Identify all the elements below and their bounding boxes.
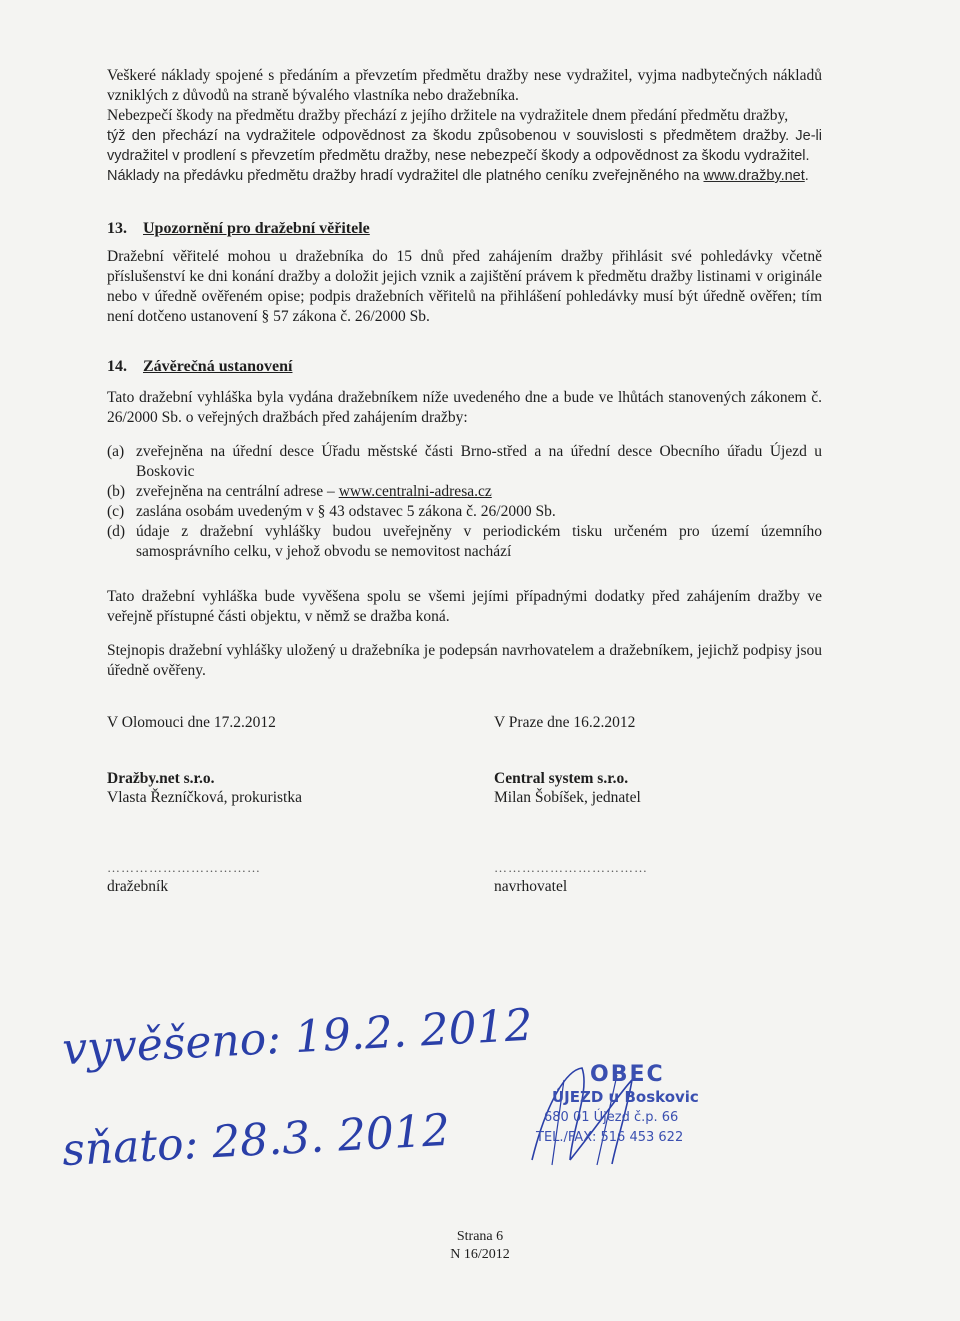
drazby-link[interactable]: www.dražby.net [703,168,805,184]
page-footer [0,1228,960,1264]
intro-risk-text-cont: týž den přechází na vydražitele odpovědnost za škodu způsobenou v souvislosti s předmětem dražby. Je-li vydražitel v prodlení s převzetím předmětu dražby, nese nebezpečí škody a odpovědnost za škodu vydražitel. [107,128,822,164]
list-item [107,502,822,522]
intro-paragraph-risk-cont [107,126,822,166]
list-item-text: zaslána osobám uvedeným v § 43 odstavec 5 zákona č. 26/2000 Sb. [136,503,556,520]
list-marker: (a) [107,443,125,460]
intro-paragraph-handover [107,166,822,186]
copy-paragraph [107,641,822,681]
posted-text: Tato dražební vyhláška bude vyvěšena spolu se všemi jejími případnými dodatky před zahájením dražby ve veřejně přístupné části objektu, v němž se dražba koná. [107,588,822,625]
section-13-heading [107,220,370,238]
left-role: dražebník [107,878,169,895]
intro-paragraph-risk [107,106,822,126]
stamp-line-1: OBEC [590,1062,665,1087]
section-14-title: Závěrečná ustanovení [143,358,293,375]
list-marker: (d) [107,523,126,540]
handover-end: . [804,168,809,184]
intro-risk-text: Nebezpečí škody na předmětu dražby přechází z jejího držitele na vydražitele dnem předání předmětu dražby, [107,107,789,124]
section-14-heading [107,358,292,376]
section-14-text: Tato dražební vyhláška byla vydána dražebníkem níže uvedeného dne a bude ve lhůtách stanovených zákonem č. 26/2000 Sb. o veřejných dražbách před zahájením dražby: [107,389,822,426]
centralni-adresa-link[interactable]: www.centralni-adresa.cz [338,483,492,500]
handwritten-removed-note: sňato: 28.3. 2012 [60,1104,452,1177]
left-person: Vlasta Řezníčková, prokuristka [107,789,302,806]
list-marker: (b) [107,483,126,500]
intro-paragraph-costs [107,66,822,106]
right-signature-line: …………………………… [494,860,648,875]
section-14-number: 14. [107,358,127,375]
right-company: Central system s.r.o. [494,770,629,787]
right-place-date: V Praze dne 16.2.2012 [494,714,636,731]
municipal-stamp [512,1060,742,1170]
left-place-date: V Olomouci dne 17.2.2012 [107,714,276,731]
stamp-line-4: TEL./FAX: 516 453 622 [536,1130,684,1145]
right-role: navrhovatel [494,878,568,895]
list-item-text [136,482,822,502]
page-number: Strana 6 [456,1229,504,1244]
right-person: Milan Šobíšek, jednatel [494,789,641,806]
handover-text: Náklady na předávku předmětu dražby hradí vydražitel dle platného ceníku zveřejněného na [107,168,704,184]
intro-costs-text: Veškeré náklady spojené s předáním a převzetím předmětu dražby nese vydražitel, vyjma nadbytečných nákladů vzniklých z důvodů na straně bývalého vlastníka nebo dražebníka. [107,67,822,104]
stamp-line-2: ÚJEZD u Boskovic [552,1088,699,1106]
list-item [107,482,822,502]
section-13-body [107,247,822,327]
copy-text: Stejnopis dražební vyhlášky uložený u dražebníka je podepsán navrhovatelem a dražebníkem, jejichž podpisy jsou úředně ověřeny. [107,642,822,679]
posted-paragraph [107,587,822,627]
document-reference: N 16/2012 [450,1247,510,1262]
list-item-text-part: zveřejněna na centrální adrese – [136,483,339,500]
left-signature-line: …………………………… [107,860,261,875]
publication-list [107,442,822,562]
left-signatory [107,769,302,807]
section-13-text: Dražební věřitelé mohou u dražebníka do 15 dnů před zahájením dražby přihlásit své pohledávky včetně příslušenství ke dni konání dražby a doložit jejich vznik a zajištění právem k předmětu dražby listinami v originále nebo v úředně ověřeném opise; podpis dražebních věřitelů na přihlášení pohledávky musí být úředně ověřen; tím není dotčeno ustanovení § 57 zákona č. 26/2000 Sb. [107,248,822,325]
section-14-body [107,388,822,428]
list-item-text: údaje z dražební vyhlášky budou uveřejněny v periodickém tisku určeném pro území územního samosprávního celku, v jehož obvodu se nemovitost nachází [136,523,822,560]
section-13-title: Upozornění pro dražební věřitele [143,220,370,237]
list-marker: (c) [107,503,125,520]
right-signatory [494,769,641,807]
list-item-text: zveřejněna na úřední desce Úřadu městské části Brno-střed a na úřední desce Obecního úřadu Újezd u Boskovic [136,443,822,480]
handwritten-posted-note: vyvěšeno: 19.2. 2012 [60,999,534,1076]
section-13-number: 13. [107,220,127,237]
left-company: Dražby.net s.r.o. [107,770,215,787]
list-item [107,522,822,562]
stamp-line-3: 680 01 Újezd č.p. 66 [544,1110,679,1125]
list-item [107,442,822,482]
